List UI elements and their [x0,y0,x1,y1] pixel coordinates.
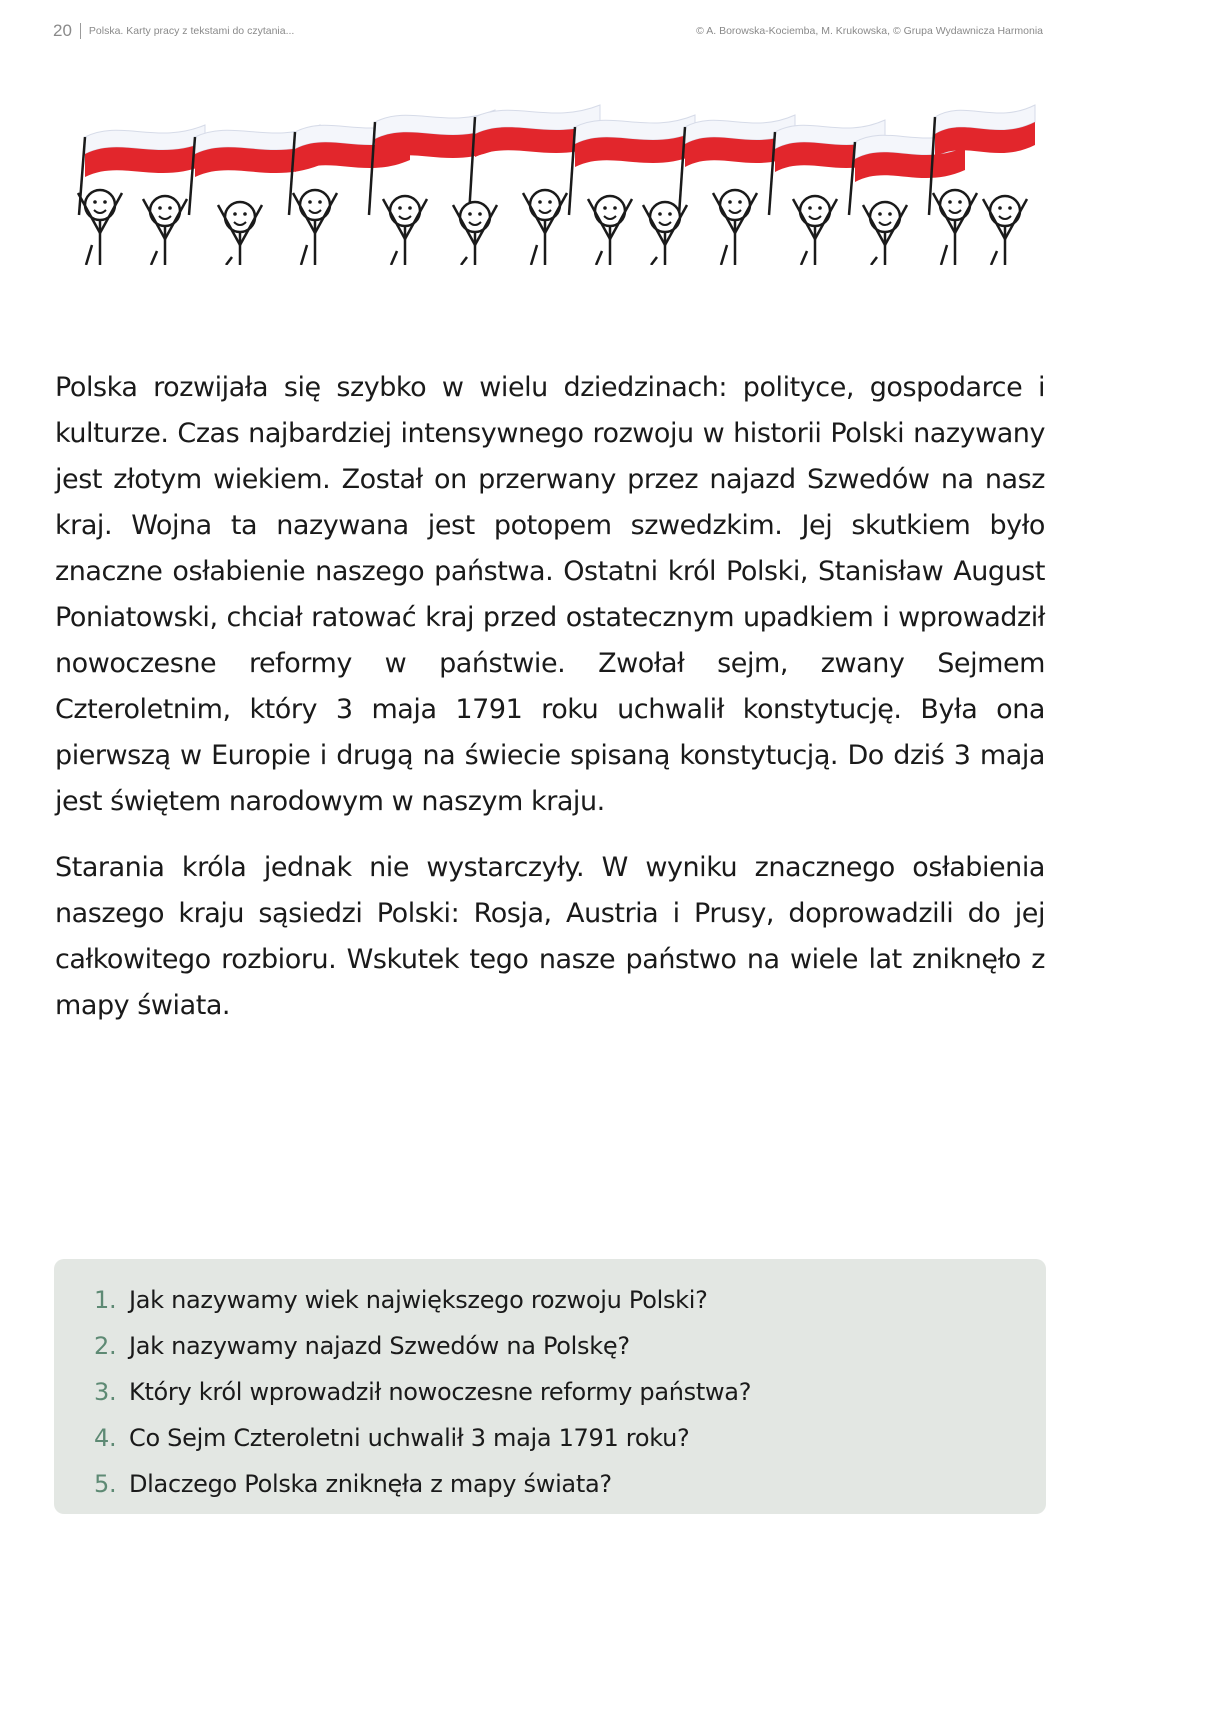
stick-figure-leg [391,251,397,265]
stick-figure-eye [658,212,662,216]
paragraph-2: Starania króla jednak nie wystarczyły. W wyniku znacznego osłabienia naszego kraju sąsiedzi Polski: Rosja, Austria i Prusy, doprowadzili do jej całkowitego rozbioru. Wskutek tego nasze państwo na wiele lat zniknęło z mapy świata. [55,852,1045,1021]
stick-figure-eye [168,206,172,210]
stick-figure-eye [1008,206,1012,210]
stick-figure-eye [538,200,542,204]
question-number: 3. [94,1378,117,1406]
stick-figure-leg [461,257,467,265]
stick-figure-leg [226,257,232,265]
stick-figures-waving-polish-flags-illustration [55,95,1045,265]
stick-figure-eye [318,200,322,204]
stick-figure-eye [668,212,672,216]
stick-figure-eye [998,206,1002,210]
question-text: Dlaczego Polska zniknęła z mapy świata? [129,1470,612,1498]
question-text: Jak nazywamy najazd Szwedów na Polskę? [129,1332,630,1360]
stick-figure-eye [878,212,882,216]
questions-box [54,1259,1046,1514]
stick-figure-eye [233,212,237,216]
question-item [94,1415,1046,1461]
page-number: 20 [53,21,72,40]
stick-figure-leg [871,257,877,265]
questions-list [54,1259,1046,1507]
question-item [94,1461,1046,1507]
reading-text [55,365,1045,1049]
stick-figure-leg [301,245,307,265]
stick-figure-eye [738,200,742,204]
question-text: Co Sejm Czteroletni uchwalił 3 maja 1791 roku? [129,1424,690,1452]
stick-figure-leg [531,245,537,265]
stick-figure-eye [603,206,607,210]
stick-figure-eye [808,206,812,210]
flags-illustration-graphic [55,95,1045,265]
stick-figure-eye [308,200,312,204]
question-item [94,1323,1046,1369]
stick-figure-leg [991,251,997,265]
stick-figure-eye [888,212,892,216]
stick-figure-eye [243,212,247,216]
question-number: 4. [94,1424,117,1452]
stick-figure-eye [948,200,952,204]
stick-figure-leg [941,245,947,265]
stick-figure-eye [958,200,962,204]
question-number: 5. [94,1470,117,1498]
stick-figure-eye [103,200,107,204]
question-text: Który król wprowadził nowoczesne reformy państwa? [129,1378,752,1406]
header-divider [80,23,81,39]
stick-figure-leg [651,257,657,265]
stick-figure-eye [818,206,822,210]
stick-figure-leg [151,251,157,265]
copyright-notice: © A. Borowska-Kociemba, M. Krukowska, © Grupa Wydawnicza Harmonia [696,25,1043,37]
header-left [53,21,294,41]
question-number: 2. [94,1332,117,1360]
page-header [53,20,1043,42]
stick-figure-leg [721,245,727,265]
stick-figure-eye [398,206,402,210]
stick-figure-eye [158,206,162,210]
stick-figure-eye [728,200,732,204]
stick-figure-eye [408,206,412,210]
stick-figure-eye [93,200,97,204]
question-item [94,1369,1046,1415]
stick-figure-eye [468,212,472,216]
stick-figure-eye [613,206,617,210]
question-number: 1. [94,1286,117,1314]
stick-figure-leg [86,245,92,265]
stick-figure-leg [596,251,602,265]
paragraph-1: Polska rozwijała się szybko w wielu dziedzinach: polityce, gospodarce i kulturze. Czas najbardziej intensywnego rozwoju w historii Polski nazywany jest złotym wiekiem. Został on przerwany przez najazd Szwedów na nasz kraj. Wojna ta nazywana jest potopem szwedzkim. Jej skutkiem było znaczne osłabienie naszego państwa. Ostatni król Polski, Stanisław August Poniatowski, chciał ratować kraj przed ostatecznym upadkiem i wprowadził nowoczesne reformy w państwie. Zwołał sejm, zwany Sejmem Czteroletnim, który 3 maja 1791 roku uchwalił konstytucję. Była ona pierwszą w Europie i drugą na świecie spisaną konstytucją. Do dziś 3 maja jest świętem narodowym w naszym kraju. [55,372,1045,817]
stick-figure-leg [801,251,807,265]
book-title: Polska. Karty pracy z tekstami do czytania... [88,25,295,37]
question-item [94,1277,1046,1323]
question-text: Jak nazywamy wiek największego rozwoju Polski? [129,1286,708,1314]
stick-figure-eye [478,212,482,216]
stick-figure-eye [548,200,552,204]
